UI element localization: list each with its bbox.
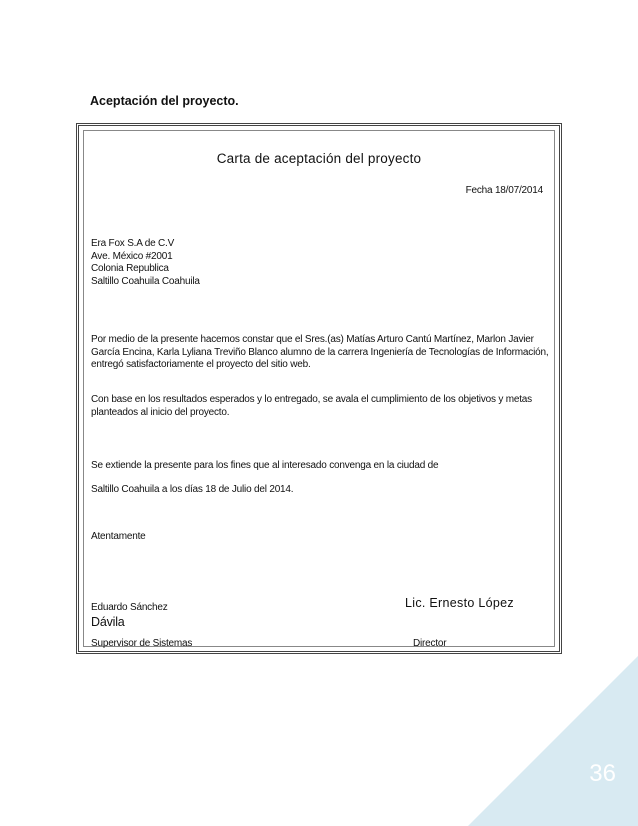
address-line: Saltillo Coahuila Coahuila xyxy=(91,275,200,287)
signer-1-name: Eduardo Sánchez xyxy=(91,602,168,613)
letter-title: Carta de aceptación del proyecto xyxy=(216,151,422,166)
signer-2-name: Lic. Ernesto López xyxy=(405,596,514,610)
section-heading: Aceptación del proyecto. xyxy=(90,94,239,108)
salutation: Atentamente xyxy=(91,531,146,542)
body-paragraph-1: Por medio de la presente hacemos constar que el Sres.(as) Matías Arturo Cantú Martínez, Marlon Javier García Encina, Karla Lyliana Treviño Blanco alumno de la carrera Ingeniería de Tecnologías de Información, entregó satisfactoriamente el proyecto del sitio web. xyxy=(91,334,549,370)
body-paragraph-3: Se extiende la presente para los fines que al interesado convenga en la ciudad de xyxy=(91,460,439,471)
recipient-address xyxy=(91,238,200,288)
signer-2-name-continued: Dávila xyxy=(91,615,125,629)
letter-date: Fecha 18/07/2014 xyxy=(465,185,543,196)
body-paragraph-4: Saltillo Coahuila a los días 18 de Julio del 2014. xyxy=(91,484,294,495)
corner-decoration xyxy=(468,656,638,826)
acceptance-letter xyxy=(76,123,562,654)
page-number: 36 xyxy=(589,760,616,787)
signer-2-role: Director xyxy=(413,638,447,649)
address-line: Ave. México #2001 xyxy=(91,250,173,262)
signer-1-role: Supervisor de Sistemas xyxy=(91,638,193,649)
address-line: Era Fox S.A de C.V xyxy=(91,238,175,249)
address-line: Colonia Republica xyxy=(91,263,169,274)
body-paragraph-2: Con base en los resultados esperados y lo entregado, se avala el cumplimiento de los objetivos y metas planteados al inicio del proyecto. xyxy=(91,394,532,418)
